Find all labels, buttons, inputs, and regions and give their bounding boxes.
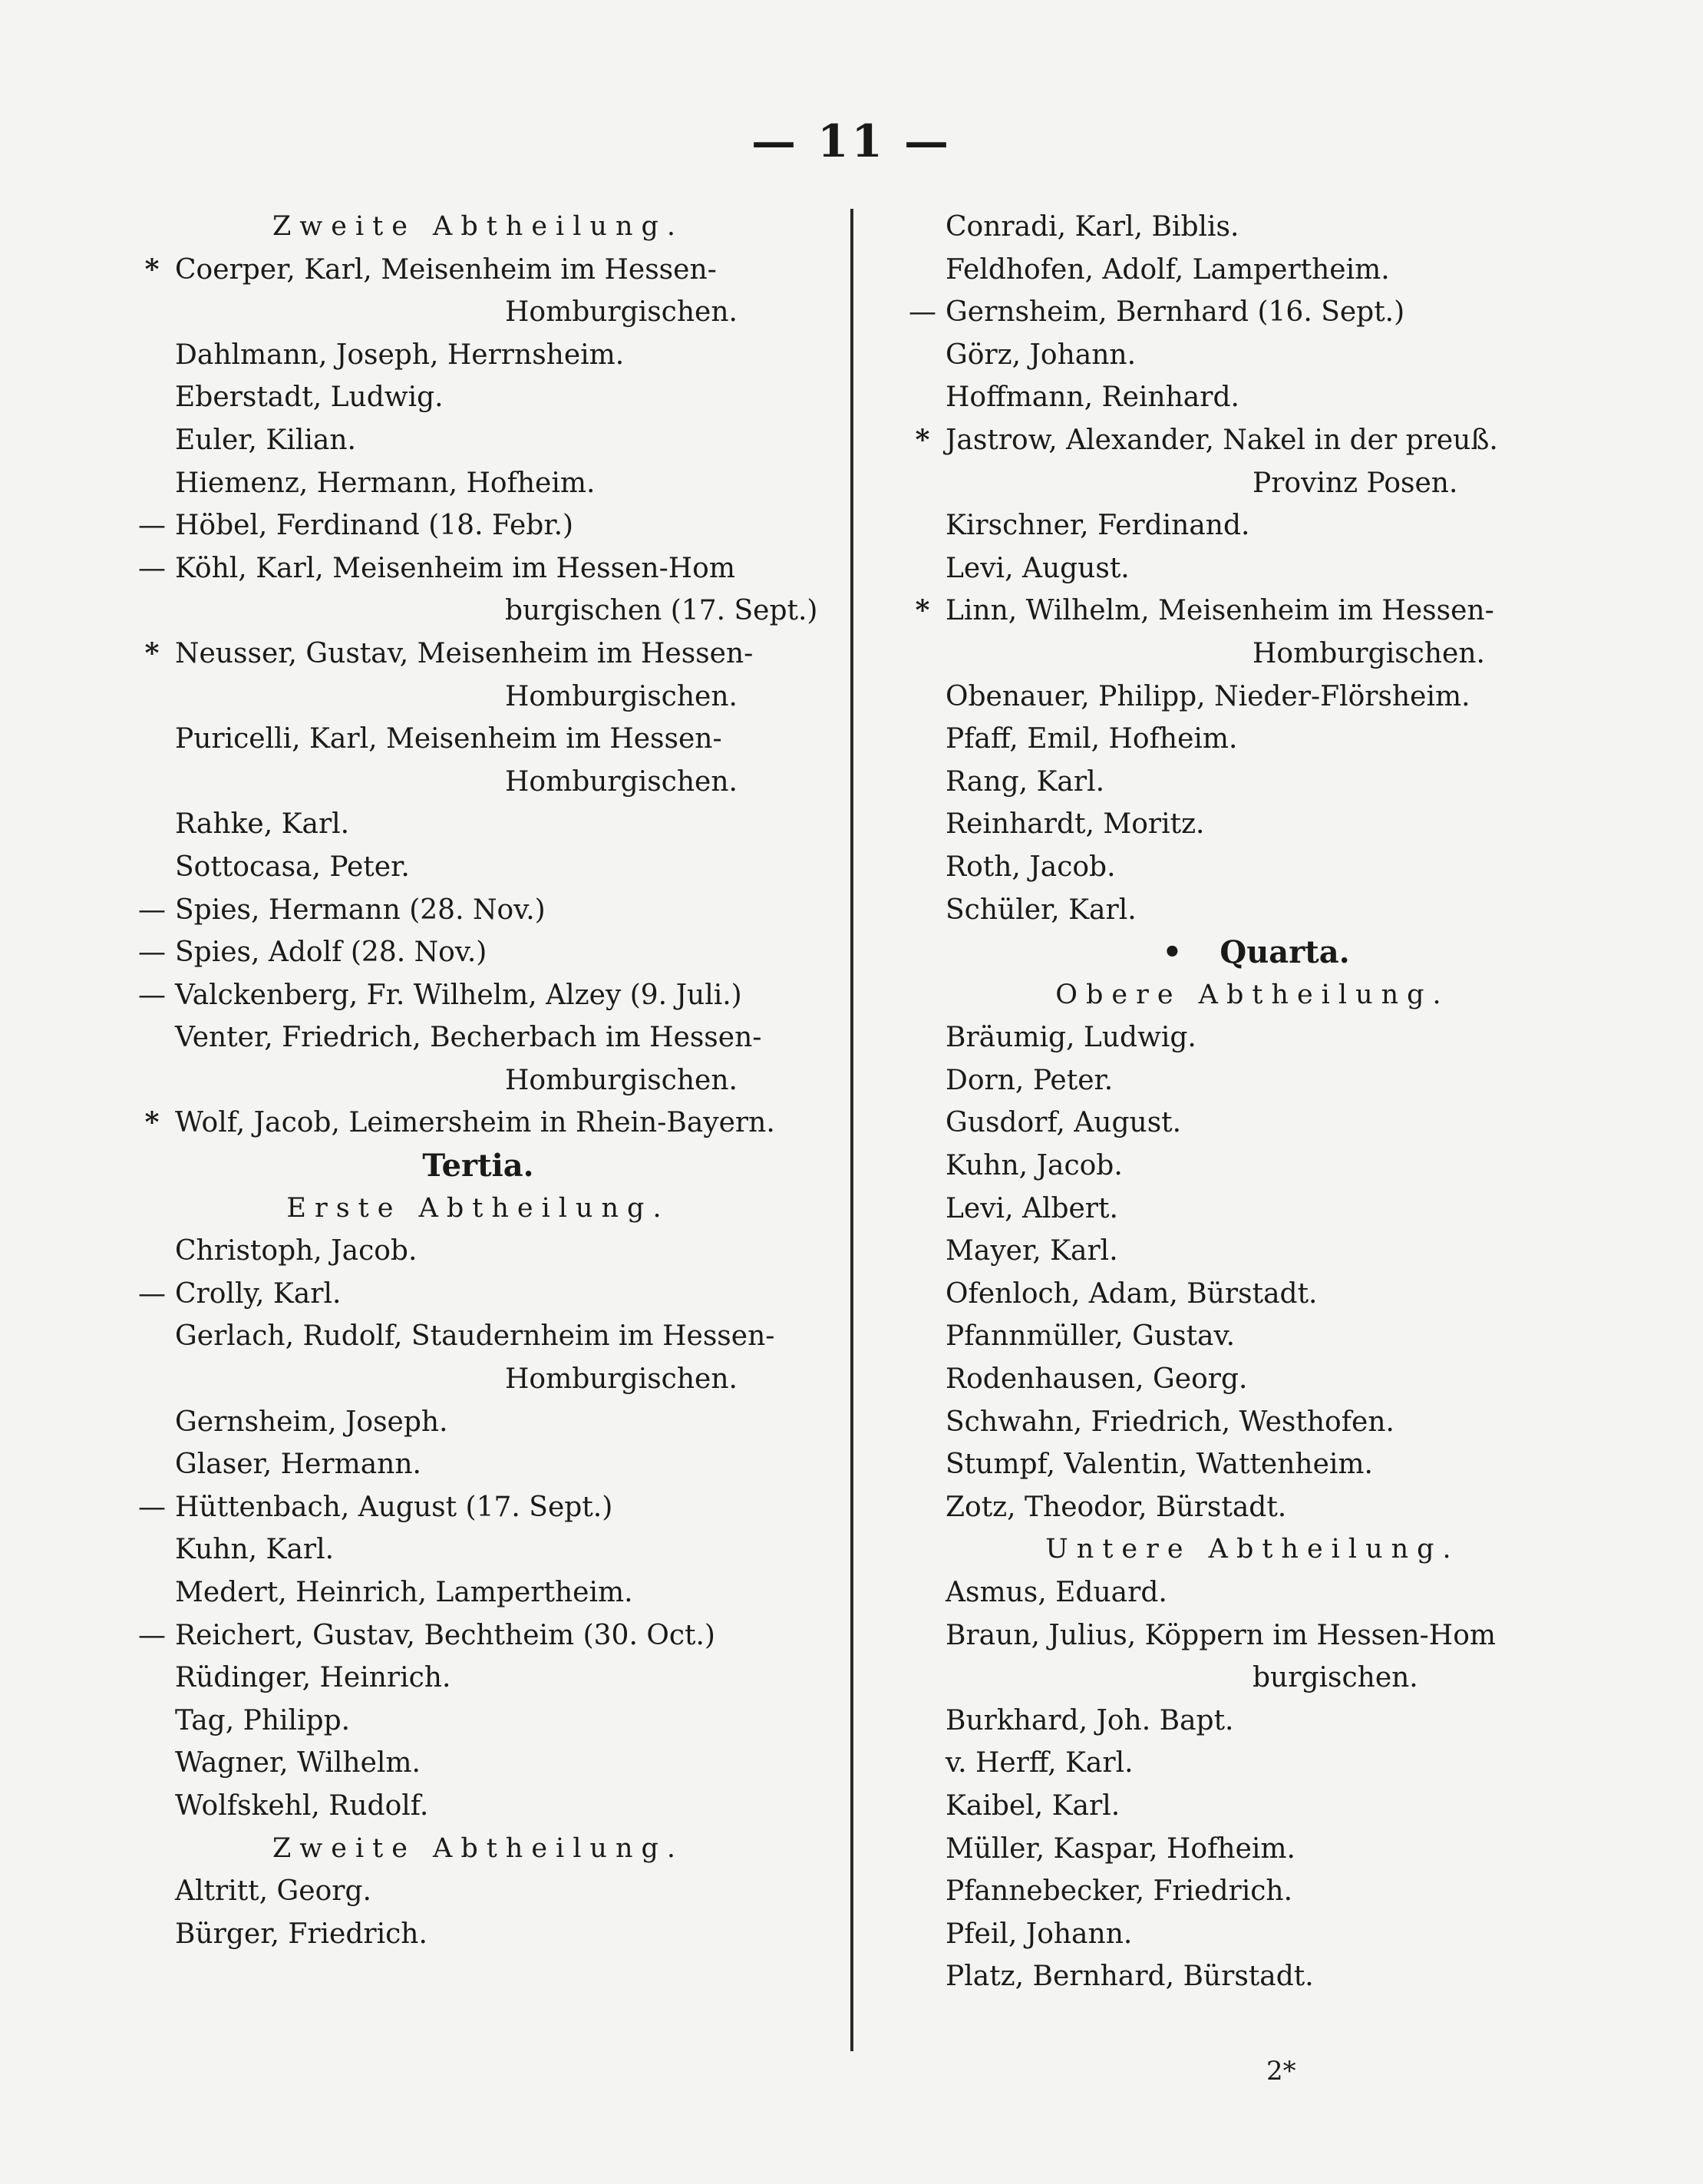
class-heading [946, 931, 1559, 974]
student-entry [175, 846, 781, 889]
student-entry [946, 504, 1559, 547]
section-subheading [175, 1188, 781, 1231]
entry-text: Asmus, Eduard. [946, 1577, 1167, 1608]
student-entry [175, 1230, 781, 1273]
student-entry [175, 376, 781, 419]
student-entry [175, 1528, 781, 1571]
dash-mark: — [138, 979, 166, 1011]
entry-text: Hiemenz, Hermann, Hofheim. [175, 467, 596, 499]
entry-text: Rodenhausen, Georg. [946, 1363, 1248, 1396]
student-entry [946, 1102, 1559, 1145]
entry-text: Crolly, Karl. [175, 1277, 342, 1310]
student-entry [175, 1700, 781, 1743]
student-entry [946, 1401, 1559, 1444]
asterisk-mark: * [144, 1106, 160, 1139]
student-entry [175, 1742, 781, 1785]
entry-text: Reinhardt, Moritz. [946, 808, 1205, 841]
student-entry [138, 547, 781, 590]
entry-text: Homburgischen. [505, 1064, 738, 1096]
subheading-text: Erste Abtheilung. [286, 1192, 670, 1224]
student-entry [946, 1828, 1559, 1871]
student-entry [909, 291, 1559, 334]
section-subheading [175, 206, 781, 249]
section-subheading [946, 974, 1559, 1017]
student-entry [946, 547, 1559, 590]
student-entry [138, 974, 781, 1017]
entry-text: Mayer, Karl. [946, 1235, 1118, 1267]
student-entry [175, 334, 781, 377]
student-entry [946, 1742, 1559, 1785]
entry-continuation [175, 590, 818, 633]
entry-text: Kuhn, Jacob. [946, 1150, 1123, 1182]
entry-continuation [175, 291, 781, 334]
student-entry [138, 504, 781, 547]
student-entry [175, 1657, 781, 1700]
student-entry [946, 1059, 1559, 1102]
entry-text: Glaser, Hermann. [175, 1449, 421, 1481]
subheading-text: Obere Abtheilung. [1055, 979, 1450, 1010]
entry-text: Christoph, Jacob. [175, 1235, 417, 1267]
bullet-mark: • [1162, 934, 1183, 971]
entry-text: burgischen (17. Sept.) [505, 595, 818, 627]
student-entry [915, 590, 1559, 633]
class-heading-text: Quarta. [1219, 934, 1350, 971]
entry-text: Feldhofen, Adolf, Lampertheim. [946, 253, 1390, 286]
entry-text: Euler, Kilian. [175, 424, 356, 456]
entry-text: Köhl, Karl, Meisenheim im Hessen-Hom [175, 552, 735, 584]
entry-text: Wolfskehl, Rudolf. [175, 1789, 429, 1822]
subheading-text: Zweite Abtheilung. [272, 1832, 685, 1864]
student-entry [946, 1571, 1559, 1614]
entry-text: Rüdinger, Heinrich. [175, 1662, 451, 1694]
student-entry [138, 889, 781, 932]
student-entry [946, 1955, 1559, 1998]
student-entry [175, 1913, 781, 1956]
entry-text: Gernsheim, Joseph. [175, 1406, 448, 1438]
entry-text: Platz, Bernhard, Bürstadt. [946, 1961, 1314, 1993]
student-entry [946, 889, 1559, 932]
entry-text: Hoffmann, Reinhard. [946, 382, 1239, 414]
student-entry [946, 249, 1559, 292]
entry-text: Spies, Adolf (28. Nov.) [175, 937, 487, 969]
entry-text: Braun, Julius, Köppern im Hessen-Hom [946, 1619, 1497, 1651]
asterisk-mark: * [915, 594, 930, 627]
asterisk-mark: * [915, 423, 930, 456]
entry-text: Gernsheim, Bernhard (16. Sept.) [946, 296, 1405, 329]
entry-text: Pfeil, Johann. [946, 1918, 1133, 1950]
student-entry [946, 334, 1559, 377]
entry-text: Medert, Heinrich, Lampertheim. [175, 1577, 633, 1608]
entry-text: Linn, Wilhelm, Meisenheim im Hessen- [946, 595, 1494, 627]
entry-text: Homburgischen. [505, 765, 738, 798]
entry-text: Dorn, Peter. [946, 1064, 1114, 1096]
student-entry [946, 1614, 1559, 1657]
student-entry [175, 1870, 781, 1913]
student-entry [175, 419, 781, 462]
dash-mark: — [138, 510, 166, 542]
student-entry [946, 1358, 1559, 1401]
student-entry [175, 1315, 781, 1358]
student-entry [175, 1016, 781, 1059]
class-heading-text: Tertia. [422, 1148, 534, 1185]
entry-text: Altritt, Georg. [175, 1875, 371, 1908]
entry-text: Gusdorf, August. [946, 1107, 1182, 1139]
student-entry [946, 1016, 1559, 1059]
student-entry [946, 1273, 1559, 1316]
column-divider [850, 209, 853, 2051]
entry-text: Rahke, Karl. [175, 808, 350, 841]
entry-continuation [175, 1059, 781, 1102]
subheading-text: Untere Abtheilung. [1045, 1534, 1460, 1565]
student-entry [946, 1486, 1559, 1529]
student-entry [946, 1443, 1559, 1486]
dash-mark: — [138, 937, 166, 969]
entry-text: Höbel, Ferdinand (18. Febr.) [175, 510, 574, 542]
student-entry [946, 206, 1559, 249]
student-entry [946, 846, 1559, 889]
entry-text: Stumpf, Valentin, Wattenheim. [946, 1449, 1373, 1481]
entry-continuation [175, 676, 781, 719]
entry-text: Homburgischen. [505, 1363, 738, 1396]
student-entry [946, 1145, 1559, 1188]
entry-text: Homburgischen. [505, 296, 738, 329]
class-heading [175, 1145, 781, 1188]
asterisk-mark: * [144, 253, 160, 286]
dash-mark: — [909, 296, 936, 329]
entry-text: Schüler, Karl. [946, 894, 1137, 926]
entry-text: Eberstadt, Ludwig. [175, 382, 444, 414]
student-entry [144, 1102, 781, 1145]
entry-text: Pfaff, Emil, Hofheim. [946, 723, 1238, 755]
entry-text: Coerper, Karl, Meisenheim im Hessen- [175, 253, 717, 286]
entry-text: Levi, August. [946, 552, 1130, 584]
entry-text: Rang, Karl. [946, 765, 1105, 798]
entry-text: Tag, Philipp. [175, 1704, 351, 1736]
entry-text: Kirschner, Ferdinand. [946, 510, 1250, 542]
entry-text: Levi, Albert. [946, 1192, 1118, 1224]
student-entry [946, 1913, 1559, 1956]
entry-text: Wagner, Wilhelm. [175, 1747, 421, 1779]
student-entry [138, 1614, 781, 1657]
student-entry [138, 931, 781, 974]
student-entry [144, 633, 781, 676]
entry-text: Kuhn, Karl. [175, 1534, 335, 1566]
student-entry [946, 376, 1559, 419]
entry-text: Schwahn, Friedrich, Westhofen. [946, 1406, 1394, 1438]
student-entry [946, 803, 1559, 846]
student-entry [946, 761, 1559, 804]
section-subheading [175, 1828, 781, 1871]
student-entry [946, 1315, 1559, 1358]
student-entry [175, 1401, 781, 1444]
student-entry [144, 249, 781, 292]
entry-text: v. Herff, Karl. [946, 1747, 1134, 1779]
student-entry [175, 718, 781, 761]
student-entry [946, 718, 1559, 761]
printer-signature: 2* [1266, 2056, 1296, 2087]
dash-mark: — [138, 894, 166, 926]
entry-text: Valckenberg, Fr. Wilhelm, Alzey (9. Juli.) [175, 979, 742, 1011]
entry-text: Venter, Friedrich, Becherbach im Hessen- [175, 1022, 762, 1054]
entry-text: Provinz Posen. [1252, 467, 1458, 499]
student-entry [946, 1188, 1559, 1231]
entry-text: Kaibel, Karl. [946, 1789, 1120, 1822]
entry-text: Spies, Hermann (28. Nov.) [175, 894, 546, 926]
entry-text: Zotz, Theodor, Bürstadt. [946, 1491, 1287, 1523]
student-entry [946, 1230, 1559, 1273]
entry-text: Homburgischen. [505, 680, 738, 712]
entry-text: Hüttenbach, August (17. Sept.) [175, 1491, 613, 1523]
asterisk-mark: * [144, 636, 160, 669]
entry-text: Dahlmann, Joseph, Herrnsheim. [175, 339, 625, 371]
entry-text: Reichert, Gustav, Bechtheim (30. Oct.) [175, 1619, 715, 1651]
dash-mark: — [138, 1277, 166, 1310]
entry-text: Görz, Johann. [946, 339, 1137, 371]
entry-continuation [175, 1358, 781, 1401]
entry-text: Jastrow, Alexander, Nakel in der preuß. [946, 424, 1498, 456]
right-column [909, 206, 1559, 1998]
entry-continuation [946, 633, 1559, 676]
entry-text: Puricelli, Karl, Meisenheim im Hessen- [175, 723, 722, 755]
page-number: — 11 — [751, 115, 952, 167]
entry-text: Neusser, Gustav, Meisenheim im Hessen- [175, 637, 754, 669]
entry-continuation [946, 1657, 1559, 1700]
student-entry [138, 1486, 781, 1529]
student-entry [946, 676, 1559, 719]
entry-text: Gerlach, Rudolf, Staudernheim im Hessen- [175, 1320, 775, 1353]
entry-continuation [946, 462, 1559, 505]
entry-text: Bräumig, Ludwig. [946, 1022, 1196, 1054]
student-entry [946, 1870, 1559, 1913]
entry-text: Wolf, Jacob, Leimersheim in Rhein-Bayern. [175, 1107, 775, 1139]
entry-text: Pfannmüller, Gustav. [946, 1320, 1236, 1353]
entry-text: Burkhard, Joh. Bapt. [946, 1704, 1234, 1736]
entry-text: Roth, Jacob. [946, 851, 1116, 883]
entry-text: Conradi, Karl, Biblis. [946, 211, 1239, 243]
student-entry [175, 1443, 781, 1486]
dash-mark: — [138, 1491, 166, 1523]
student-entry [175, 1785, 781, 1828]
entry-text: Bürger, Friedrich. [175, 1918, 427, 1950]
student-entry [946, 1785, 1559, 1828]
student-entry [175, 462, 781, 505]
section-subheading [946, 1528, 1559, 1571]
subheading-text: Zweite Abtheilung. [272, 211, 685, 242]
entry-text: Homburgischen. [1252, 637, 1485, 669]
dash-mark: — [138, 1619, 166, 1651]
student-entry [138, 1273, 781, 1316]
entry-text: Obenauer, Philipp, Nieder-Flörsheim. [946, 680, 1470, 712]
entry-continuation [175, 761, 781, 804]
dash-mark: — [138, 552, 166, 584]
entry-text: Müller, Kaspar, Hofheim. [946, 1832, 1295, 1865]
entry-text: burgischen. [1252, 1662, 1418, 1694]
student-entry [175, 803, 781, 846]
entry-text: Sottocasa, Peter. [175, 851, 410, 883]
entry-text: Ofenloch, Adam, Bürstadt. [946, 1277, 1318, 1310]
student-entry [946, 1700, 1559, 1743]
entry-text: Pfannebecker, Friedrich. [946, 1875, 1293, 1908]
left-column [138, 206, 818, 1955]
student-entry [175, 1571, 781, 1614]
student-entry [915, 419, 1559, 462]
